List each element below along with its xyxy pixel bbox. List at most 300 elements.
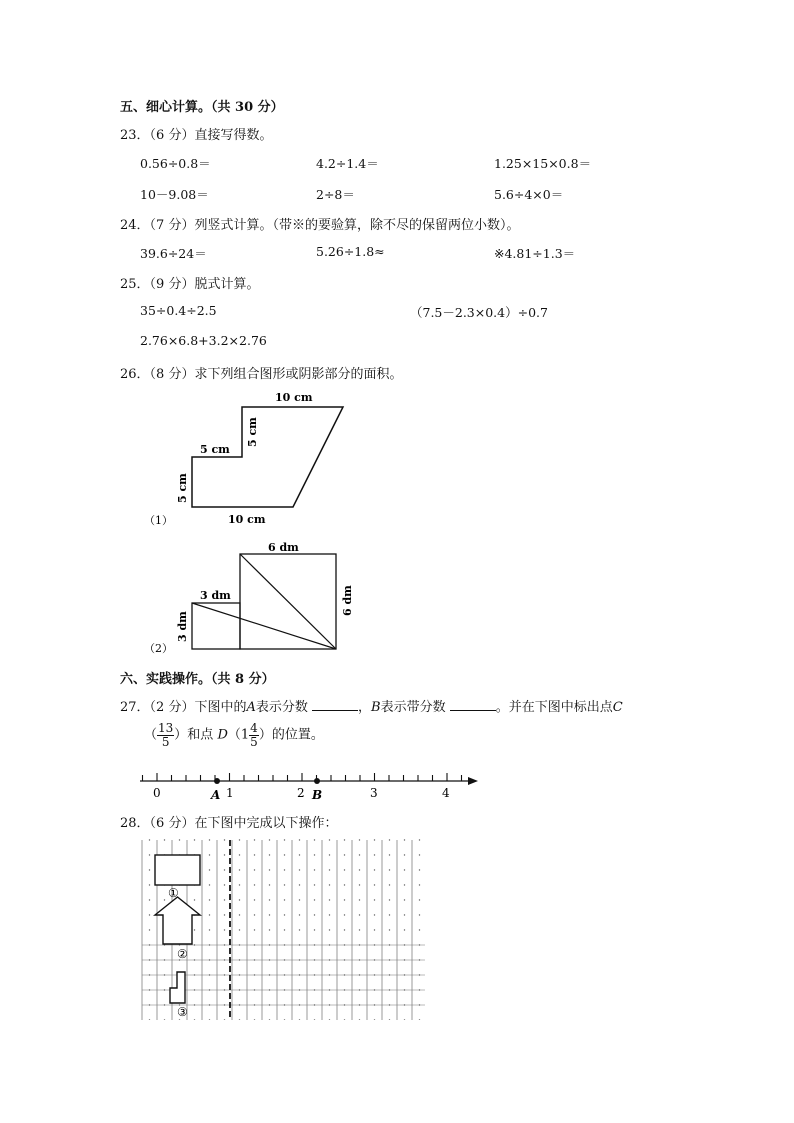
q27-text: 表示带分数 <box>380 700 446 715</box>
grid-dot <box>284 974 285 975</box>
grid-dot <box>404 974 405 975</box>
grid-dot <box>194 839 195 840</box>
grid-dot <box>314 989 315 990</box>
grid-dot <box>149 959 150 960</box>
grid-dot <box>329 989 330 990</box>
grid-dot <box>239 854 240 855</box>
grid-dot <box>254 1004 255 1005</box>
grid-dot <box>149 1004 150 1005</box>
grid-dot <box>284 929 285 930</box>
grid-dot <box>239 1019 240 1020</box>
grid-dot <box>359 884 360 885</box>
grid-dot <box>209 839 210 840</box>
grid-dot <box>344 884 345 885</box>
frac-num: 4 <box>250 721 258 735</box>
grid-dot <box>209 914 210 915</box>
grid-dot <box>194 1019 195 1020</box>
grid-dot <box>404 854 405 855</box>
grid-dot <box>404 1004 405 1005</box>
grid-dot <box>314 944 315 945</box>
grid-dot <box>419 1004 420 1005</box>
grid-dot <box>389 839 390 840</box>
point-b <box>314 778 320 784</box>
grid-dot <box>254 1019 255 1020</box>
grid-dot <box>404 989 405 990</box>
tick-label-0: 0 <box>153 786 161 800</box>
grid-dot <box>149 914 150 915</box>
grid-dot <box>209 944 210 945</box>
squares-shaded-figure <box>140 538 370 658</box>
grid-dot <box>344 869 345 870</box>
grid-dot <box>314 899 315 900</box>
grid-dot <box>194 1004 195 1005</box>
q27-text: 。并在下图中标出点 <box>495 700 613 715</box>
grid-dot <box>149 1019 150 1020</box>
shape-1-rectangle <box>155 855 200 885</box>
q27-line1 <box>120 696 623 715</box>
grid-dot <box>389 929 390 930</box>
section5-title: 五、细心计算。（共 30 分） <box>120 100 284 115</box>
grid-dot <box>209 929 210 930</box>
grid-dot <box>344 839 345 840</box>
grid-dot <box>389 914 390 915</box>
tick-label-4: 4 <box>442 786 450 800</box>
grid-dot <box>269 1004 270 1005</box>
grid-dot <box>149 944 150 945</box>
grid-dot <box>374 929 375 930</box>
grid-dot <box>359 929 360 930</box>
tick-label-1: 1 <box>226 786 234 800</box>
grid-dot <box>359 899 360 900</box>
q23-item: 4.2÷1.4＝ <box>316 156 379 171</box>
grid-dot <box>389 974 390 975</box>
grid-dot <box>254 959 255 960</box>
grid-dot <box>224 854 225 855</box>
grid-dot <box>374 959 375 960</box>
grid-dot <box>299 839 300 840</box>
q23-item: 5.6÷4×0＝ <box>494 187 564 202</box>
q25-item: 2.76×6.8+3.2×2.76 <box>140 333 267 348</box>
grid-dot <box>194 989 195 990</box>
grid-dot <box>404 914 405 915</box>
grid-dot <box>299 914 300 915</box>
dim-small-top: 3 dm <box>200 589 231 602</box>
grid-dot <box>284 944 285 945</box>
grid-dot <box>149 854 150 855</box>
grid-dot <box>209 899 210 900</box>
grid-dot <box>284 869 285 870</box>
q27-text: ）的位置。 <box>258 727 324 743</box>
grid-dot <box>209 854 210 855</box>
var-d: D <box>217 727 228 743</box>
grid-dot <box>419 914 420 915</box>
dim-top: 10 cm <box>275 391 313 404</box>
figure-tag: （1） <box>144 514 173 527</box>
grid-dot <box>344 854 345 855</box>
grid-dot <box>254 884 255 885</box>
dim-left: 5 cm <box>176 473 189 503</box>
q24-item: ※4.81÷1.3＝ <box>494 246 576 261</box>
composite-shape-figure <box>140 385 370 530</box>
grid-dot <box>389 989 390 990</box>
grid-dot <box>224 944 225 945</box>
q23-item: 1.25×15×0.8＝ <box>494 156 592 171</box>
grid-dot <box>329 839 330 840</box>
q24-label: 24．（7 分）列竖式计算。（带※的要验算，除不尽的保留两位小数）。 <box>120 218 520 233</box>
grid-dot <box>164 839 165 840</box>
grid-dot <box>254 974 255 975</box>
grid-dot <box>299 959 300 960</box>
grid-dot <box>404 869 405 870</box>
grid-dot <box>374 899 375 900</box>
grid-dot <box>419 944 420 945</box>
grid-dot <box>284 854 285 855</box>
point-label-b: B <box>312 788 323 802</box>
grid-dot <box>164 989 165 990</box>
q28-grid[interactable] <box>140 838 425 1020</box>
marker-2: ② <box>177 947 188 961</box>
grid-dot <box>374 974 375 975</box>
grid-dot <box>389 1019 390 1020</box>
fraction-d <box>249 722 259 748</box>
q23-item: 0.56÷0.8＝ <box>140 156 211 171</box>
grid-dot <box>329 974 330 975</box>
grid-dot <box>299 869 300 870</box>
grid-dot <box>194 944 195 945</box>
grid-dot <box>284 884 285 885</box>
grid-dot <box>269 914 270 915</box>
grid-dot <box>284 914 285 915</box>
grid-dot <box>299 944 300 945</box>
grid-dot <box>209 989 210 990</box>
grid-dot <box>374 839 375 840</box>
grid-dot <box>284 1019 285 1020</box>
grid-dot <box>359 1004 360 1005</box>
grid-dot <box>389 944 390 945</box>
q23-item: 2÷8＝ <box>316 187 355 202</box>
grid-dot <box>299 1004 300 1005</box>
grid-dot <box>374 1019 375 1020</box>
big-square-diagonal <box>240 554 336 649</box>
grid-dot <box>239 884 240 885</box>
dim-bottom: 10 cm <box>228 513 266 526</box>
grid-dot <box>344 899 345 900</box>
dim-small-left: 3 dm <box>176 611 189 642</box>
grid-dot <box>254 839 255 840</box>
point-a <box>214 778 220 784</box>
point-label-a: A <box>211 788 221 802</box>
grid-dot <box>254 944 255 945</box>
grid-dot <box>164 899 165 900</box>
number-line <box>135 765 485 805</box>
frac-den: 5 <box>161 734 170 749</box>
arrow-icon <box>468 777 478 785</box>
grid-dot <box>389 884 390 885</box>
grid-dot <box>194 929 195 930</box>
section6-title: 六、实践操作。（共 8 分） <box>120 672 275 687</box>
q24-item: 39.6÷24＝ <box>140 246 207 261</box>
grid-dot <box>314 884 315 885</box>
grid-dot <box>149 929 150 930</box>
grid-dot <box>374 989 375 990</box>
grid-dot <box>404 944 405 945</box>
grid-dot <box>209 1004 210 1005</box>
grid-dot <box>389 869 390 870</box>
grid-dot <box>329 869 330 870</box>
dim-big-right: 6 dm <box>341 585 354 616</box>
q25-item: （7.5－2.3×0.4）÷0.7 <box>410 305 548 320</box>
grid-dot <box>149 974 150 975</box>
grid-dot <box>149 899 150 900</box>
grid-dot <box>419 854 420 855</box>
grid-dot <box>344 944 345 945</box>
grid-dot <box>194 974 195 975</box>
grid-dot <box>179 1019 180 1020</box>
grid-dot <box>404 884 405 885</box>
grid-dot <box>149 884 150 885</box>
grid-dot <box>374 884 375 885</box>
grid-dot <box>374 1004 375 1005</box>
grid-dot <box>389 854 390 855</box>
grid-dot <box>224 974 225 975</box>
grid-dot <box>299 854 300 855</box>
grid-dot <box>209 974 210 975</box>
grid-dot <box>314 839 315 840</box>
grid-dot <box>359 839 360 840</box>
q27-text: （1 <box>227 727 250 743</box>
grid-dot <box>419 1019 420 1020</box>
q26-label: 26．（8 分）求下列组合图形或阴影部分的面积。 <box>120 367 403 382</box>
grid-dot <box>269 899 270 900</box>
grid-dot <box>269 1019 270 1020</box>
fraction-c <box>157 722 174 748</box>
grid-dot <box>419 884 420 885</box>
grid-dot <box>254 869 255 870</box>
grid-dot <box>149 869 150 870</box>
grid-dot <box>254 854 255 855</box>
q25-label: 25．（9 分）脱式计算。 <box>120 277 260 292</box>
grid-dot <box>254 899 255 900</box>
composite-shape-outline <box>192 407 343 507</box>
q25-item: 35÷0.4÷2.5 <box>140 303 217 318</box>
grid-dot <box>374 869 375 870</box>
grid-dot <box>419 839 420 840</box>
grid-dot <box>314 869 315 870</box>
grid-dot <box>329 914 330 915</box>
grid-dot <box>329 884 330 885</box>
grid-dot <box>314 854 315 855</box>
q27-text: ， <box>358 700 372 715</box>
answer-blank-a[interactable] <box>312 698 358 711</box>
grid-dot <box>329 1019 330 1020</box>
grid-dot <box>269 869 270 870</box>
q23-item: 10－9.08＝ <box>140 187 209 202</box>
grid-dot <box>419 974 420 975</box>
dot-grid-canvas[interactable] <box>140 838 425 1020</box>
grid-dot <box>284 989 285 990</box>
grid-dot <box>344 929 345 930</box>
frac-num: 13 <box>158 721 174 735</box>
grid-dot <box>359 914 360 915</box>
grid-dot <box>359 959 360 960</box>
grid-dot <box>224 959 225 960</box>
grid-dot <box>194 899 195 900</box>
grid-dot <box>224 1019 225 1020</box>
grid-dot <box>344 1004 345 1005</box>
grid-dot <box>404 959 405 960</box>
grid-dot <box>299 1019 300 1020</box>
grid-dot <box>404 1019 405 1020</box>
grid-dot <box>314 914 315 915</box>
marker-1: ① <box>168 886 179 900</box>
cross-diagonal <box>192 603 336 649</box>
grid-dot <box>359 1019 360 1020</box>
grid-dot <box>329 944 330 945</box>
dim-step-width: 5 cm <box>200 443 230 456</box>
grid-dot <box>254 914 255 915</box>
grid-dot <box>329 854 330 855</box>
q26-figure-1 <box>140 385 370 530</box>
figure-tag: （2） <box>144 642 173 655</box>
grid-dot <box>359 869 360 870</box>
var-a: A <box>246 700 256 715</box>
dim-step-height: 5 cm <box>246 417 259 447</box>
grid-dot <box>269 884 270 885</box>
grid-dot <box>149 989 150 990</box>
grid-dot <box>419 899 420 900</box>
grid-dot <box>224 914 225 915</box>
grid-dot <box>239 869 240 870</box>
grid-dot <box>344 1019 345 1020</box>
grid-dot <box>164 1004 165 1005</box>
grid-dot <box>194 959 195 960</box>
grid-dot <box>389 959 390 960</box>
grid-dot <box>419 869 420 870</box>
grid-dot <box>344 959 345 960</box>
grid-dot <box>269 929 270 930</box>
grid-dot <box>224 899 225 900</box>
grid-dot <box>299 929 300 930</box>
grid-dot <box>209 869 210 870</box>
q27-line2 <box>144 722 324 748</box>
tick-label-3: 3 <box>370 786 378 800</box>
grid-dot <box>344 989 345 990</box>
grid-dot <box>389 899 390 900</box>
grid-dot <box>359 974 360 975</box>
grid-dot <box>359 989 360 990</box>
grid-dot <box>374 914 375 915</box>
grid-dot <box>299 884 300 885</box>
grid-dot <box>419 929 420 930</box>
tick-label-2: 2 <box>297 786 305 800</box>
grid-dot <box>224 884 225 885</box>
grid-dot <box>269 959 270 960</box>
grid-dot <box>239 839 240 840</box>
grid-dot <box>329 1004 330 1005</box>
var-b: B <box>371 700 381 715</box>
grid-dot <box>314 1004 315 1005</box>
grid-dot <box>269 839 270 840</box>
grid-dot <box>164 974 165 975</box>
var-c: C <box>612 700 623 715</box>
grid-dot <box>239 989 240 990</box>
dim-big-top: 6 dm <box>268 541 299 554</box>
grid-dot <box>404 929 405 930</box>
grid-dot <box>374 944 375 945</box>
grid-dot <box>269 854 270 855</box>
grid-dot <box>374 854 375 855</box>
grid-dot <box>269 974 270 975</box>
number-line-svg <box>135 765 485 805</box>
q27-text: ）和点 <box>174 727 214 743</box>
small-square <box>192 603 240 649</box>
q27-text: （ <box>144 727 158 743</box>
grid-dot <box>254 989 255 990</box>
grid-dot <box>359 854 360 855</box>
grid-dot <box>314 1019 315 1020</box>
grid-dot <box>419 959 420 960</box>
grid-dot <box>239 1004 240 1005</box>
grid-dot <box>404 899 405 900</box>
answer-blank-b[interactable] <box>450 698 496 711</box>
grid-dot <box>284 959 285 960</box>
q28-label: 28．（6 分）在下图中完成以下操作： <box>120 816 338 831</box>
grid-dot <box>209 884 210 885</box>
grid-dot <box>239 929 240 930</box>
grid-dot <box>269 944 270 945</box>
grid-dot <box>239 899 240 900</box>
grid-dot <box>164 1019 165 1020</box>
shape-2-arrow <box>155 897 200 944</box>
grid-dot <box>359 944 360 945</box>
grid-dot <box>284 839 285 840</box>
grid-dot <box>209 959 210 960</box>
grid-dot <box>344 914 345 915</box>
grid-dot <box>329 899 330 900</box>
grid-dot <box>224 989 225 990</box>
grid-dot <box>224 1004 225 1005</box>
grid-dot <box>314 974 315 975</box>
marker-3: ③ <box>177 1005 188 1019</box>
grid-dot <box>209 1019 210 1020</box>
grid-dot <box>164 959 165 960</box>
q23-label: 23．（6 分）直接写得数。 <box>120 128 273 143</box>
grid-dot <box>299 974 300 975</box>
grid-dot <box>284 899 285 900</box>
grid-dot <box>299 989 300 990</box>
grid-dot <box>389 1004 390 1005</box>
grid-dot <box>404 839 405 840</box>
grid-dot <box>254 929 255 930</box>
grid-dot <box>299 899 300 900</box>
q24-item: 5.26÷1.8≈ <box>316 244 385 259</box>
grid-dot <box>149 839 150 840</box>
grid-dot <box>344 974 345 975</box>
frac-den: 5 <box>250 734 258 749</box>
grid-dot <box>314 929 315 930</box>
q27-text: 表示分数 <box>255 700 308 715</box>
grid-dot <box>284 1004 285 1005</box>
grid-dot <box>224 839 225 840</box>
grid-dot <box>314 959 315 960</box>
grid-dot <box>239 944 240 945</box>
grid-dot <box>239 974 240 975</box>
grid-dot <box>329 929 330 930</box>
grid-dot <box>224 929 225 930</box>
grid-dot <box>269 989 270 990</box>
grid-dot <box>329 959 330 960</box>
grid-dot <box>419 989 420 990</box>
